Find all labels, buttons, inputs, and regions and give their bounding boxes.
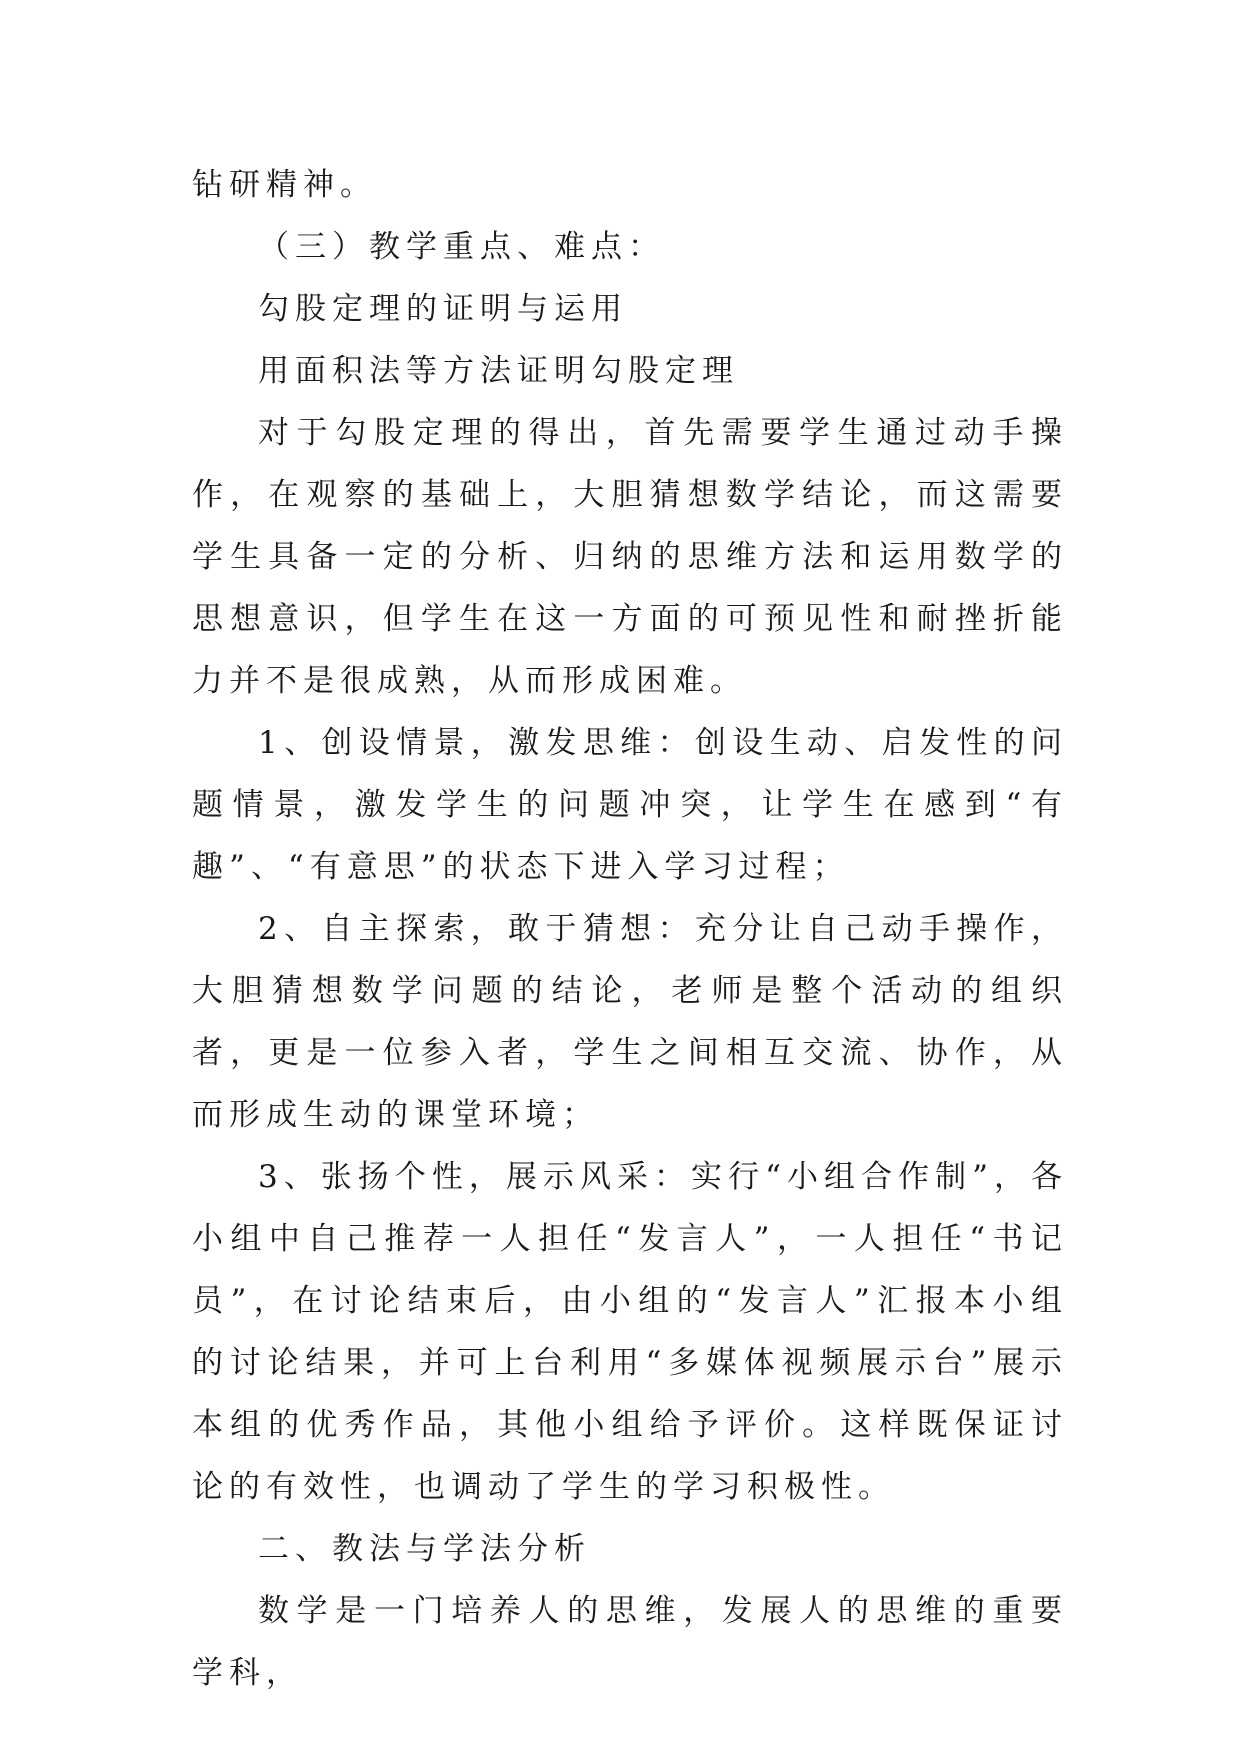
paragraph: 数学是一门培养人的思维，发展人的思维的重要学科， <box>192 1593 1068 1691</box>
paragraph: 钻研精神。 <box>192 167 377 203</box>
paragraph: 对于勾股定理的得出，首先需要学生通过动手操作，在观察的基础上，大胆猜想数学结论，而这需要学生具备一定的分析、归纳的思维方法和运用数学的思想意识，但学生在这一方面的可预见性和耐挫折能力并不是很成熟，从而形成困难。 <box>192 415 1068 699</box>
list-item: 3、张扬个性，展示风采：实行“小组合作制”，各小组中自己推荐一人担任“发言人”，一人担任“书记员”，在讨论结束后，由小组的“发言人”汇报本小组的讨论结果，并可上台利用“多媒体视频展示台”展示本组的优秀作品，其他小组给予评价。这样既保证讨论的有效性，也调动了学生的学习积极性。 <box>192 1159 1068 1505</box>
list-item: 1、创设情景，激发思维：创设生动、启发性的问题情景，激发学生的问题冲突，让学生在感到“有趣”、“有意思”的状态下进入学习过程； <box>192 725 1068 885</box>
list-item: 2、自主探索，敢于猜想：充分让自己动手操作，大胆猜想数学问题的结论，老师是整个活动的组织者，更是一位参入者，学生之间相互交流、协作，从而形成生动的课堂环境； <box>192 911 1068 1133</box>
section-heading: （三）教学重点、难点： <box>258 229 665 265</box>
document-body <box>192 154 1068 1704</box>
section-heading: 二、教法与学法分析 <box>258 1531 591 1567</box>
paragraph: 用面积法等方法证明勾股定理 <box>258 353 739 389</box>
paragraph: 勾股定理的证明与运用 <box>258 291 628 327</box>
